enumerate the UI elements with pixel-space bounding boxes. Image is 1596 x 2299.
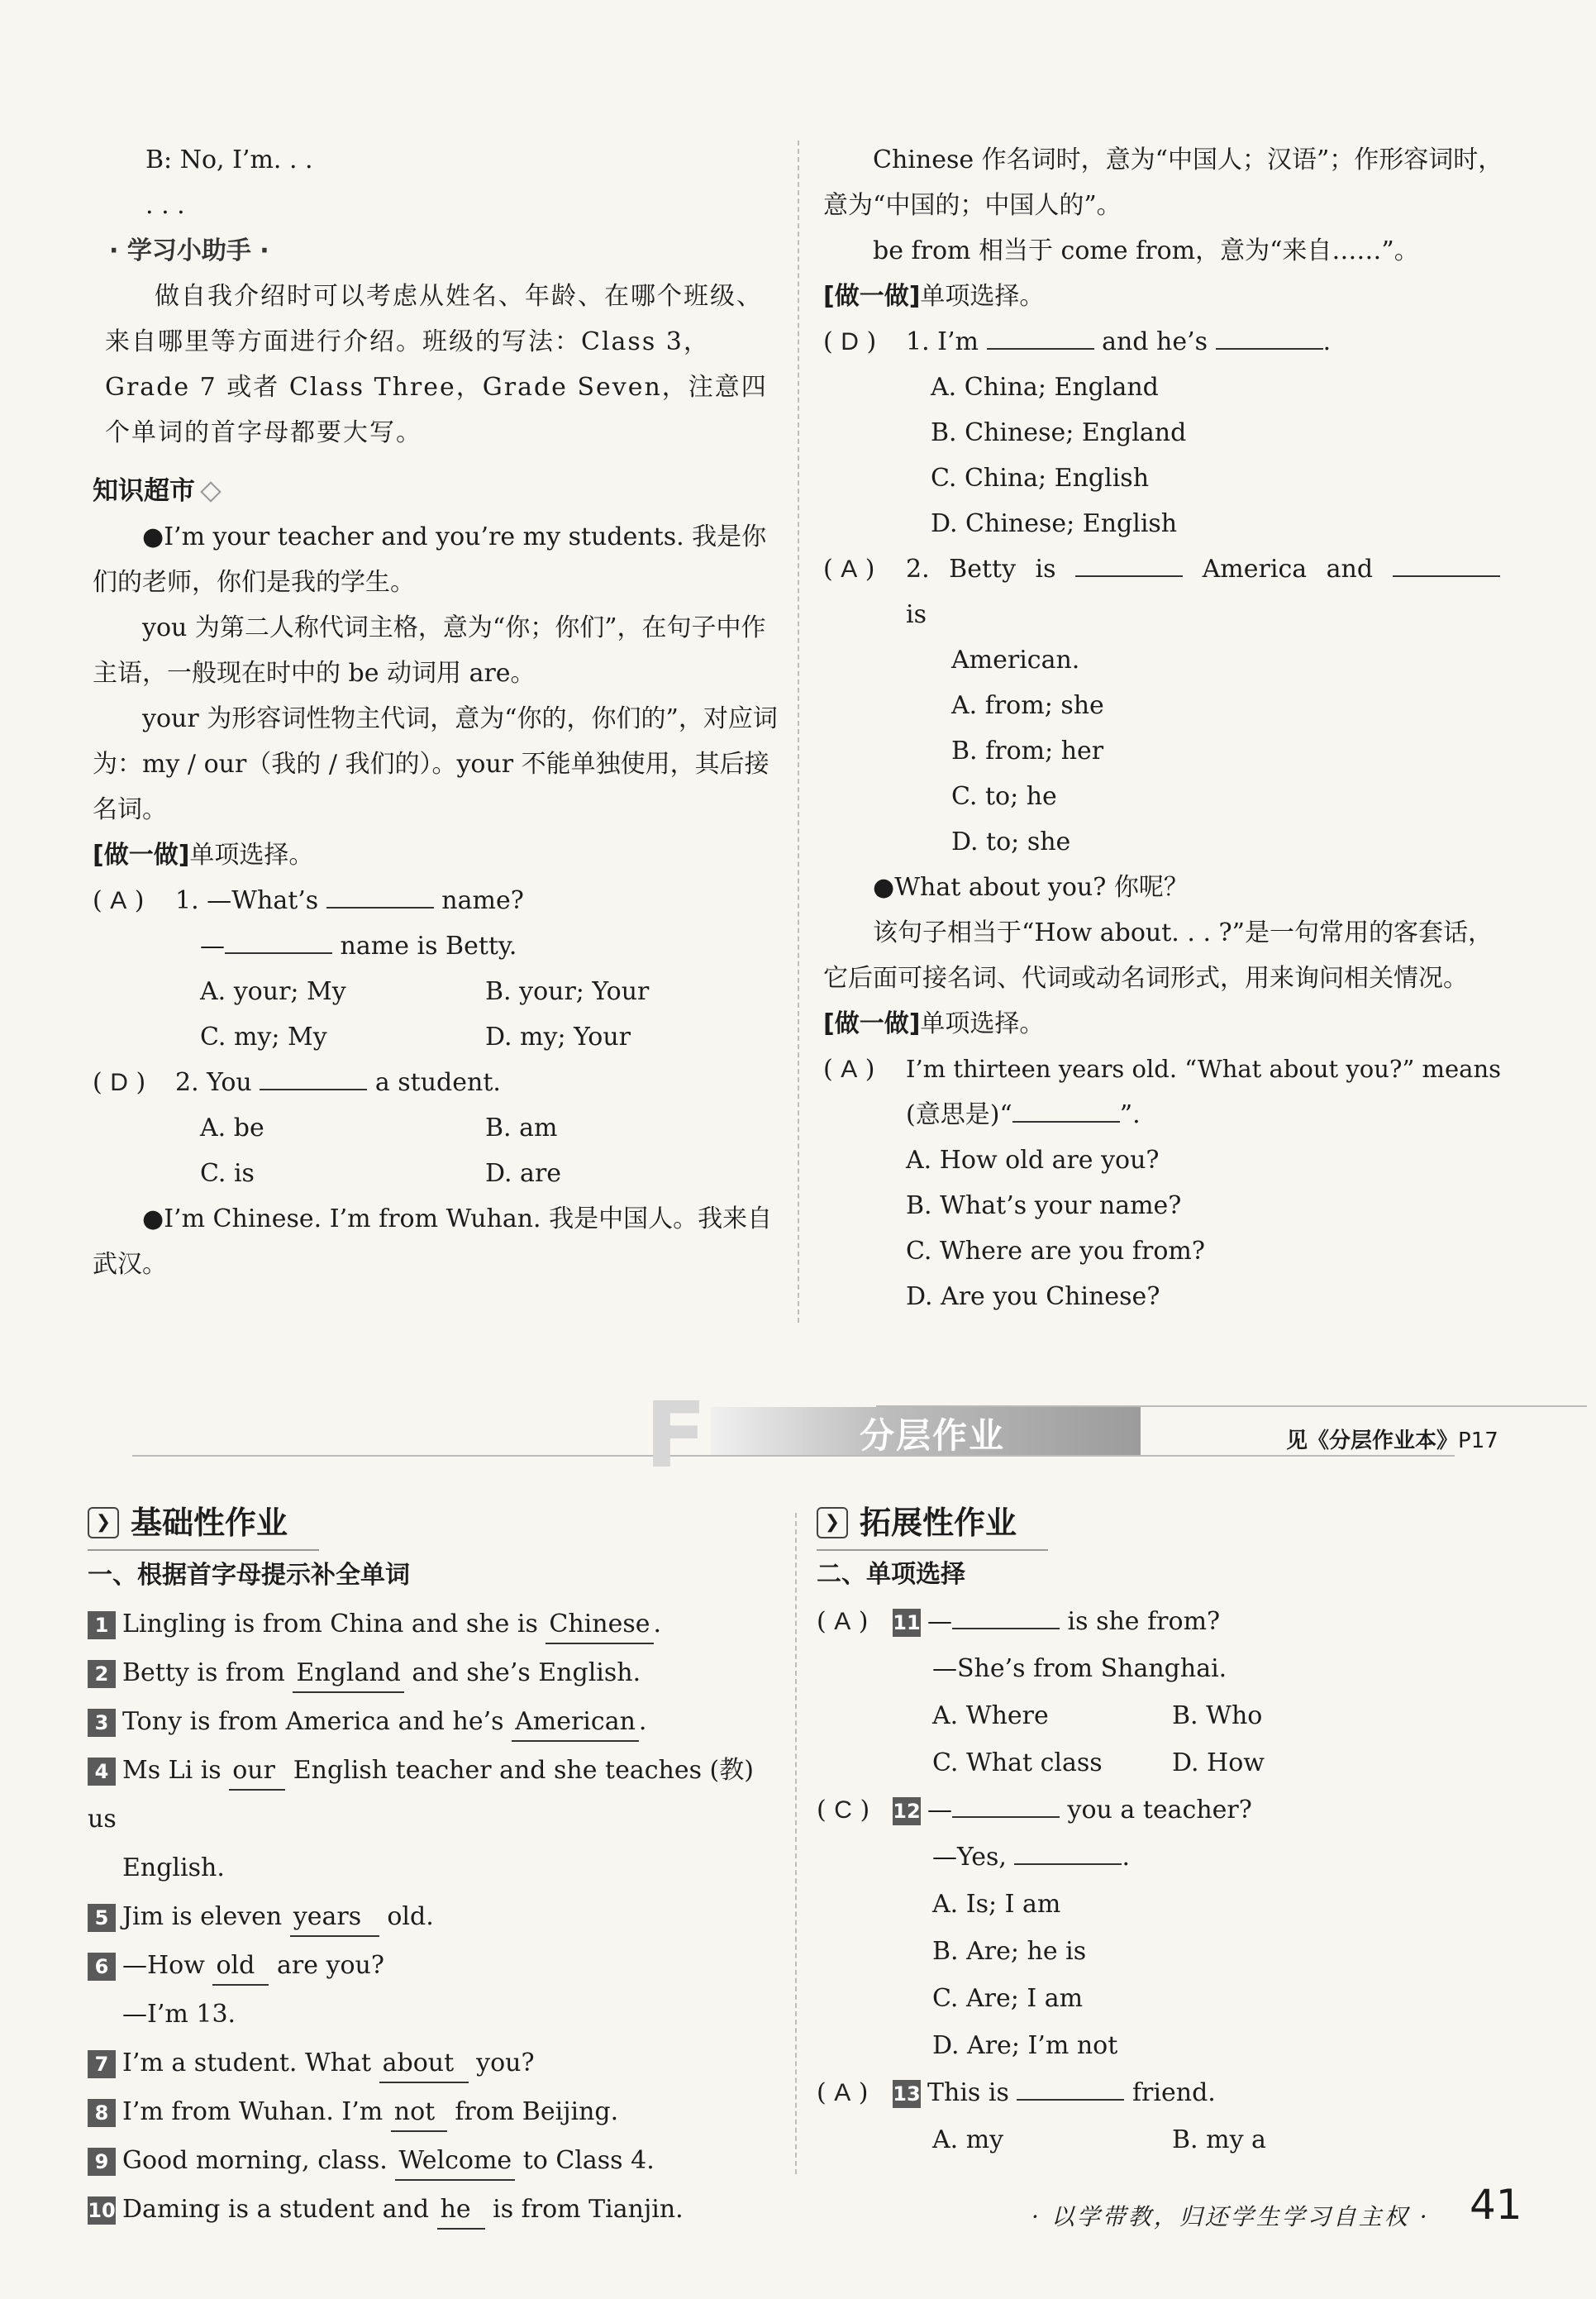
q12-text-c: —Yes, bbox=[932, 1843, 1007, 1872]
option: B. Who bbox=[1172, 1701, 1263, 1730]
option: D. Are; I’m not bbox=[932, 2031, 1118, 2060]
dialogue-line: B: No, I’m. . . bbox=[145, 145, 313, 174]
option: A. Is; I am bbox=[932, 1890, 1061, 1919]
option: D. Chinese; English bbox=[931, 509, 1178, 538]
item-text: I’m from Wuhan. I’m bbox=[122, 2097, 391, 2126]
answer: D bbox=[841, 328, 859, 355]
q1-options-row-1 bbox=[93, 969, 779, 1014]
point2-sentence: I’m Chinese. I’m from Wuhan. 我是中国人。我来自武汉。 bbox=[93, 1204, 773, 1279]
q1-text-b: name? bbox=[441, 886, 524, 915]
arrow-icon: ❯ bbox=[88, 1507, 119, 1538]
answer-blank bbox=[1075, 575, 1183, 577]
q3-line-2 bbox=[823, 1092, 1509, 1138]
q2-stem bbox=[906, 546, 1509, 637]
page-number: 41 bbox=[1470, 2181, 1522, 2229]
q2-line-2: American. bbox=[951, 646, 1080, 675]
q11-text-b: is she from? bbox=[1067, 1607, 1221, 1636]
item-number: 2 bbox=[88, 1660, 116, 1688]
answer-blank bbox=[1012, 1121, 1120, 1123]
layered-homework-banner bbox=[132, 1382, 1471, 1488]
item-number: 9 bbox=[88, 2148, 116, 2176]
option: B. What’s your name? bbox=[906, 1191, 1182, 1220]
q2-text-b: a student. bbox=[374, 1068, 501, 1097]
extended-homework-label: 拓展性作业 bbox=[860, 1504, 1017, 1541]
answer-blank bbox=[1017, 2099, 1124, 2101]
item-text: from Beijing. bbox=[446, 2097, 619, 2126]
item-text: English teacher and she teaches (教) us bbox=[88, 1756, 754, 1834]
item-number: 8 bbox=[88, 2099, 116, 2127]
q2-text-a: 2. Betty is bbox=[906, 555, 1056, 584]
practice-label: [做一做] bbox=[823, 1009, 921, 1038]
question-12 bbox=[817, 1786, 1503, 1834]
item-text: are you? bbox=[269, 1951, 384, 1980]
question-2 bbox=[93, 1060, 779, 1105]
column-divider bbox=[798, 141, 799, 1323]
q1-stem bbox=[906, 319, 1331, 365]
answer-word: American bbox=[512, 1704, 639, 1742]
q2-text-c: is bbox=[906, 600, 927, 629]
q1-text-d: name is Betty. bbox=[340, 932, 517, 961]
option: B. my a bbox=[1172, 2125, 1266, 2154]
answer: A bbox=[834, 1608, 851, 1635]
basic-section-title: 一、根据首字母提示补全单词 bbox=[88, 1561, 410, 1590]
answer-paren: ( A ) bbox=[817, 1607, 869, 1636]
option: B. am bbox=[485, 1114, 558, 1142]
fill-item-6-cont: —I’m 13. bbox=[122, 2000, 236, 2029]
banner-title: 分层作业 bbox=[860, 1415, 1006, 1456]
option: B. Chinese; England bbox=[931, 418, 1187, 447]
be-from-explanation: be from 相当于 come from，意为“来自……”。 bbox=[873, 236, 1419, 265]
point3-explanation: 该句子相当于“How about. . . ?”是一句常用的客套话，它后面可接名词、代词或动名词形式，用来询问相关情况。 bbox=[823, 918, 1493, 993]
option: C. China; English bbox=[931, 464, 1150, 493]
q13-stem bbox=[893, 2069, 1216, 2116]
chinese-explanation: Chinese 作名词时，意为“中国人；汉语”；作形容词时，意为“中国的；中国人的”。 bbox=[823, 145, 1503, 220]
dialogue-ellipsis: . . . bbox=[145, 191, 185, 220]
point1-explanation-1: you 为第二人称代词主格，意为“你；你们”，在句子中作主语，一般现在时中的 be 动词用 are。 bbox=[93, 613, 766, 688]
top-right-column bbox=[823, 137, 1509, 1319]
fill-item-2 bbox=[88, 1648, 774, 1697]
answer-word: about bbox=[379, 2045, 469, 2083]
item-number: 12 bbox=[893, 1797, 921, 1825]
option: C. Are; I am bbox=[932, 1984, 1084, 2013]
question-1 bbox=[823, 319, 1509, 365]
answer-blank bbox=[1216, 348, 1323, 350]
item-text: I’m a student. What bbox=[122, 2049, 379, 2077]
q1-text-a: 1. —What’s bbox=[175, 886, 319, 915]
fill-item-7 bbox=[88, 2039, 774, 2087]
q1-text-c: . bbox=[1322, 327, 1332, 356]
top-left-column bbox=[93, 137, 779, 1287]
arrow-icon: ❯ bbox=[817, 1507, 848, 1538]
q13-options-row-1 bbox=[817, 2116, 1503, 2163]
practice-text: 单项选择。 bbox=[920, 282, 1045, 311]
item-number: 6 bbox=[88, 1953, 116, 1981]
q3-text-b: (意思是)“ bbox=[906, 1100, 1012, 1129]
answer-blank bbox=[326, 907, 434, 909]
basic-homework bbox=[88, 1496, 774, 2234]
bullet-icon: ● bbox=[142, 522, 164, 551]
answer-blank bbox=[952, 1628, 1060, 1629]
item-text: Good morning, class. bbox=[122, 2146, 396, 2175]
bullet-icon: ● bbox=[873, 873, 895, 902]
fill-item-3 bbox=[88, 1697, 774, 1746]
answer: A bbox=[110, 887, 127, 914]
option: D. Are you Chinese? bbox=[906, 1282, 1160, 1311]
q2-stem bbox=[175, 1060, 501, 1105]
item-number: 13 bbox=[893, 2080, 921, 2108]
q11-stem bbox=[893, 1598, 1220, 1645]
answer-paren: ( A ) bbox=[817, 2078, 869, 2107]
answer-word: he bbox=[437, 2192, 485, 2230]
study-tip-body: 做自我介绍时可以考虑从姓名、年龄、在哪个班级、来自哪里等方面进行介绍。班级的写法：Class 3，Grade 7 或者 Class Three，Grade Seven，注意四个单词的首字母都要大写。 bbox=[105, 282, 768, 447]
item-text: and she’s English. bbox=[403, 1658, 641, 1687]
diamond-icon bbox=[200, 481, 221, 502]
q1-options-row-2 bbox=[93, 1014, 779, 1060]
practice-heading bbox=[823, 274, 1509, 319]
option: A. my bbox=[932, 2125, 1004, 2154]
item-text: . bbox=[653, 1610, 662, 1638]
basic-homework-label: 基础性作业 bbox=[131, 1504, 288, 1541]
q12-line-2 bbox=[817, 1834, 1503, 1881]
banner-rule-bottom bbox=[132, 1455, 1455, 1457]
answer-blank bbox=[260, 1089, 367, 1090]
item-number: 3 bbox=[88, 1709, 116, 1737]
answer-paren: ( A ) bbox=[823, 1055, 875, 1084]
answer-word: years bbox=[290, 1899, 379, 1937]
option: D. to; she bbox=[951, 828, 1071, 856]
answer: A bbox=[841, 556, 858, 583]
option: B. from; her bbox=[951, 737, 1104, 766]
reference-book: 见《分层作业本》 bbox=[1286, 1429, 1459, 1453]
knowledge-point-2 bbox=[93, 1196, 779, 1287]
question-1 bbox=[93, 878, 779, 923]
practice-heading bbox=[823, 1001, 1509, 1047]
option: B. your; Your bbox=[485, 977, 650, 1006]
answer-word: old bbox=[212, 1948, 269, 1986]
study-tip-title: · 学习小助手 · bbox=[109, 236, 269, 265]
option: D. my; Your bbox=[485, 1023, 631, 1052]
knowledge-point-3 bbox=[823, 865, 1509, 910]
bullet-icon: ● bbox=[142, 1204, 164, 1233]
option: B. Are; he is bbox=[932, 1937, 1087, 1966]
q13-text-a: This is bbox=[927, 2078, 1009, 2107]
column-divider bbox=[795, 1513, 797, 2174]
item-text: . bbox=[638, 1707, 647, 1736]
fill-item-4 bbox=[88, 1746, 774, 1843]
q1-text-b: and he’s bbox=[1102, 327, 1208, 356]
answer-word: Welcome bbox=[395, 2143, 515, 2181]
q2-text-a: 2. You bbox=[175, 1068, 252, 1097]
item-number: 10 bbox=[88, 2196, 116, 2225]
extended-section-title: 二、单项选择 bbox=[817, 1560, 965, 1589]
item-text: Ms Li is bbox=[122, 1756, 230, 1785]
answer-blank bbox=[952, 1816, 1060, 1818]
extended-homework bbox=[817, 1496, 1503, 2163]
fill-item-5 bbox=[88, 1892, 774, 1941]
q3-text-a: I’m thirteen years old. “What about you?” means bbox=[906, 1055, 1502, 1083]
answer: C bbox=[834, 1796, 852, 1824]
footer-slogan: · 以学带教，归还学生学习自主权 · bbox=[1031, 2203, 1430, 2230]
item-text: Betty is from bbox=[122, 1658, 293, 1687]
q1-text-a: 1. I’m bbox=[906, 327, 979, 356]
extended-homework-title bbox=[817, 1496, 1048, 1551]
reference-page: P17 bbox=[1458, 1429, 1498, 1453]
point1-explanation-2: your 为形容词性物主代词，意为“你的，你们的”，对应词为：my / our（我的 / 我们的）。your 不能单独使用，其后接名词。 bbox=[93, 704, 778, 824]
option: C. my; My bbox=[200, 1023, 327, 1052]
item-text: to Class 4. bbox=[515, 2146, 655, 2175]
practice-heading bbox=[93, 832, 779, 878]
q12-stem bbox=[893, 1786, 1252, 1834]
fill-item-6 bbox=[88, 1941, 774, 1990]
item-number: 7 bbox=[88, 2050, 116, 2078]
item-number: 4 bbox=[88, 1758, 116, 1786]
q12-text-d: . bbox=[1122, 1843, 1130, 1872]
option: C. is bbox=[200, 1159, 255, 1188]
q12-text-a: — bbox=[927, 1796, 952, 1824]
banner-letter: F bbox=[645, 1382, 707, 1488]
fill-item-8 bbox=[88, 2087, 774, 2136]
option: D. How bbox=[1172, 1748, 1265, 1777]
basic-homework-title bbox=[88, 1496, 319, 1551]
answer-blank bbox=[1393, 575, 1500, 577]
q11-line-2: —She’s from Shanghai. bbox=[932, 1654, 1227, 1683]
fill-item-10 bbox=[88, 2185, 774, 2234]
option: A. Where bbox=[932, 1701, 1049, 1730]
answer-word: not bbox=[391, 2094, 447, 2132]
answer-paren: ( D ) bbox=[93, 1068, 146, 1097]
knowledge-section-label: 知识超市 bbox=[93, 476, 195, 506]
q3-text-c: ”. bbox=[1119, 1100, 1141, 1129]
option: A. How old are you? bbox=[906, 1146, 1160, 1175]
option: C. to; he bbox=[951, 782, 1057, 811]
answer: D bbox=[110, 1069, 128, 1096]
practice-text: 单项选择。 bbox=[189, 841, 314, 870]
practice-label: [做一做] bbox=[93, 841, 190, 870]
option: A. be bbox=[200, 1114, 264, 1142]
point3-sentence: What about you? 你呢？ bbox=[894, 873, 1189, 902]
answer-paren: ( C ) bbox=[817, 1796, 870, 1824]
option: A. China; England bbox=[931, 373, 1159, 402]
fill-item-1 bbox=[88, 1600, 774, 1648]
item-number: 5 bbox=[88, 1904, 116, 1932]
q11-text-a: — bbox=[927, 1607, 952, 1636]
practice-label: [做一做] bbox=[823, 282, 921, 311]
answer: A bbox=[834, 2079, 851, 2106]
item-text: old. bbox=[379, 1902, 434, 1931]
answer-blank bbox=[225, 952, 332, 954]
item-text: Lingling is from China and she is bbox=[122, 1610, 546, 1638]
q2-options-row-2 bbox=[93, 1151, 779, 1196]
question-11 bbox=[817, 1598, 1503, 1645]
q1-stem bbox=[175, 878, 524, 923]
item-text: you? bbox=[468, 2049, 535, 2077]
answer-word: our bbox=[229, 1753, 285, 1791]
q11-options-row-1 bbox=[817, 1692, 1503, 1739]
item-text: —How bbox=[122, 1951, 213, 1980]
knowledge-section-title bbox=[93, 469, 779, 514]
answer-blank bbox=[987, 348, 1094, 350]
q13-text-b: friend. bbox=[1131, 2078, 1216, 2107]
answer: A bbox=[841, 1056, 858, 1083]
item-number: 11 bbox=[893, 1609, 921, 1637]
question-13 bbox=[817, 2069, 1503, 2116]
item-text: Tony is from America and he’s bbox=[122, 1707, 512, 1736]
practice-text: 单项选择。 bbox=[920, 1009, 1045, 1038]
item-text: Jim is eleven bbox=[122, 1902, 290, 1931]
option: C. Where are you from? bbox=[906, 1237, 1205, 1266]
item-text: Daming is a student and bbox=[122, 2195, 437, 2224]
fill-item-9 bbox=[88, 2136, 774, 2185]
q11-options-row-2 bbox=[817, 1739, 1503, 1786]
q1-text-c: — bbox=[200, 932, 225, 961]
item-text: is from Tianjin. bbox=[484, 2195, 684, 2224]
answer-paren: ( A ) bbox=[823, 555, 875, 584]
q2-options-row-1 bbox=[93, 1105, 779, 1151]
point1-sentence: I’m your teacher and you’re my students. 我是你们的老师，你们是我的学生。 bbox=[93, 522, 767, 597]
option: A. your; My bbox=[200, 977, 346, 1006]
question-2 bbox=[823, 546, 1509, 637]
answer-paren: ( A ) bbox=[93, 886, 145, 915]
fill-item-4-cont: English. bbox=[122, 1853, 225, 1882]
knowledge-point-1 bbox=[93, 514, 779, 605]
option: A. from; she bbox=[951, 691, 1104, 720]
banner-reference bbox=[1286, 1424, 1498, 1454]
q12-text-b: you a teacher? bbox=[1067, 1796, 1252, 1824]
option: C. What class bbox=[932, 1748, 1103, 1777]
answer-word: Chinese bbox=[545, 1606, 653, 1644]
question-3 bbox=[823, 1047, 1509, 1092]
q2-text-b: America and bbox=[1202, 555, 1374, 584]
answer-word: England bbox=[293, 1655, 403, 1693]
answer-blank bbox=[1014, 1863, 1122, 1865]
item-number: 1 bbox=[88, 1611, 116, 1639]
option: D. are bbox=[485, 1159, 562, 1188]
q1-line-2 bbox=[93, 923, 779, 969]
answer-paren: ( D ) bbox=[823, 327, 877, 356]
